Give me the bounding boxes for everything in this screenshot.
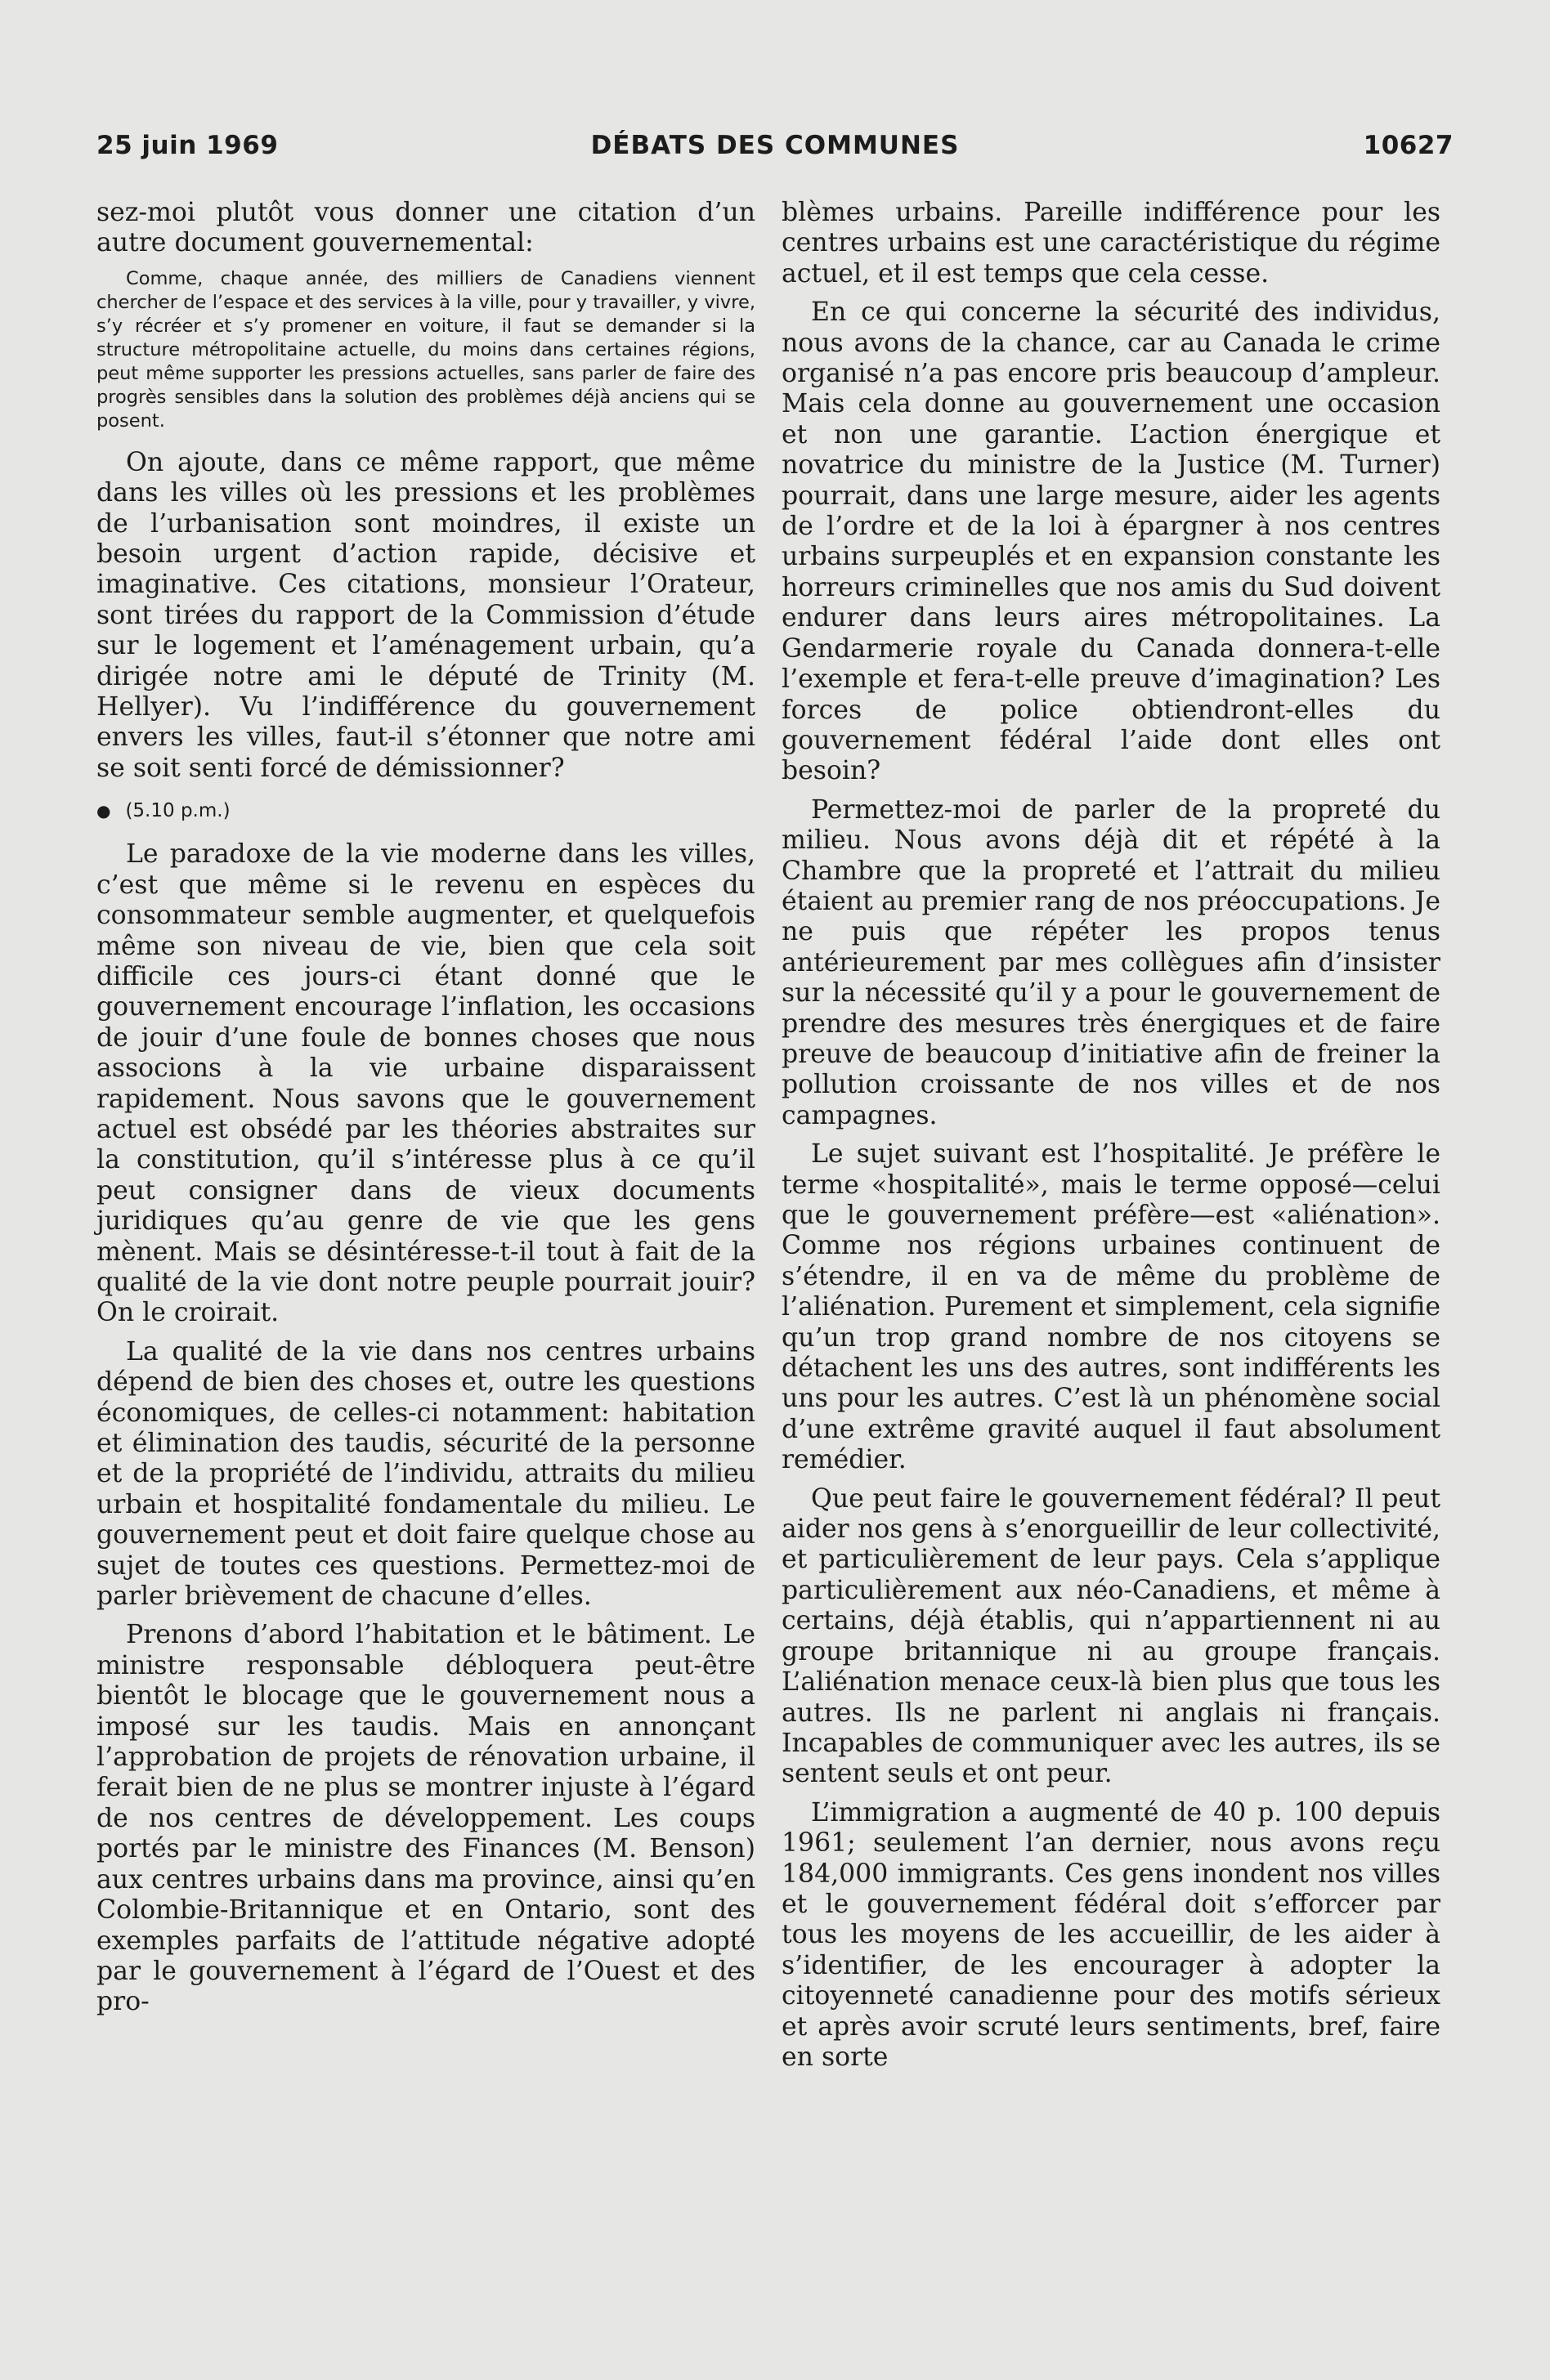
quote-text: Comme, chaque année, des milliers de Canadiens viennent chercher de l’espace et des services à la ville, pour y travailler, y vivre, s’y récréer et s’y promener en voiture, il faut se demander si la structure métropolitaine actuelle, du moins dans certaines régions, peut même supporter les pressions actuelles, sans parler de faire des progrès sensibles dans la solution des problèmes déjà anciens qui se posent. xyxy=(96,267,755,432)
publication-title: DÉBATS DES COMMUNES xyxy=(590,131,960,160)
paragraph: On ajoute, dans ce même rapport, que même dans les villes où les pressions et les problèmes de l’urbanisation sont moindres, il existe un besoin urgent d’action rapide, décisive et imaginative. Ces citations, monsieur l’Orateur, sont tirées du rapport de la Commission d’étude sur le logement et l’aménagement urbain, qu’a dirigée notre ami le député de Trinity (M. Hellyer). Vu l’indifférence du gouvernement envers les villes, faut-il s’étonner que notre ami se soit senti forcé de démissionner? xyxy=(96,447,755,783)
header-date: 25 juin 1969 xyxy=(96,131,279,160)
right-column xyxy=(782,198,1440,2073)
bullet-icon: ● xyxy=(96,801,111,821)
timestamp-text: (5.10 p.m.) xyxy=(125,800,231,822)
paragraph: blèmes urbains. Pareille indifférence pour les centres urbains est une caractéristique du régime actuel, et il est temps que cela cesse. xyxy=(782,198,1440,289)
paragraph: sez-moi plutôt vous donner une citation d’un autre document gouvernemental: xyxy=(96,198,755,258)
page-header xyxy=(96,131,1454,170)
paragraph: Le sujet suivant est l’hospitalité. Je préfère le terme «hospitalité», mais le terme opposé—celui que le gouvernement préfère—est «aliénation». Comme nos régions urbaines continuent de s’étendre, il en va de même du problème de l’aliénation. Purement et simplement, cela signifie qu’un trop grand nombre de nos citoyens se détachent les uns des autres, sont indifférents les uns pour les autres. C’est là un phénomène social d’une extrême gravité auquel il faut absolument remédier. xyxy=(782,1139,1440,1475)
paragraph: L’immigration a augmenté de 40 p. 100 depuis 1961; seulement l’an dernier, nous avons reçu 184,000 immigrants. Ces gens inondent nos villes et le gouvernement fédéral doit s’efforcer par tous les moyens de les accueillir, de les aider à s’identifier, de les encourager à adopter la citoyenneté canadienne pour des motifs sérieux et après avoir scruté leurs sentiments, bref, faire en sorte xyxy=(782,1797,1440,2072)
timestamp xyxy=(96,799,755,823)
paragraph: Prenons d’abord l’habitation et le bâtiment. Le ministre responsable débloquera peut-être bientôt le blocage que le gouvernement nous a imposé sur les taudis. Mais en annonçant l’approbation de projets de rénovation urbaine, il ferait bien de ne plus se montrer injuste à l’égard de nos centres de développement. Les coups portés par le ministre des Finances (M. Benson) aux centres urbains dans ma province, ainsi qu’en Colombie-Britannique et en Ontario, sont des exemples parfaits de l’attitude négative adopté par le gouvernement à l’égard de l’Ouest et des pro- xyxy=(96,1620,755,2017)
block-quote xyxy=(96,267,755,433)
left-column xyxy=(96,198,755,2018)
paragraph: La qualité de la vie dans nos centres urbains dépend de bien des choses et, outre les questions économiques, de celles-ci notamment: habitation et élimination des taudis, sécurité de la personne et de la propriété de l’individu, attraits du milieu urbain et hospitalité fondamentale du milieu. Le gouvernement peut et doit faire quelque chose au sujet de toutes ces questions. Permettez-moi de parler brièvement de chacune d’elles. xyxy=(96,1336,755,1612)
paragraph: En ce qui concerne la sécurité des individus, nous avons de la chance, car au Canada le crime organisé n’a pas encore pris beaucoup d’ampleur. Mais cela donne au gouvernement une occasion et non une garantie. L’action énergique et novatrice du ministre de la Justice (M. Turner) pourrait, dans une large mesure, aider les agents de l’ordre et de la loi à épargner à nos centres urbains surpeuplés et en expansion constante les horreurs criminelles que nos amis du Sud doivent endurer dans leurs aires métropolitaines. La Gendarmerie royale du Canada donnera-t-elle l’exemple et fera-t-elle preuve d’imagination? Les forces de police obtiendront-elles du gouvernement fédéral l’aide dont elles ont besoin? xyxy=(782,298,1440,786)
paragraph: Le paradoxe de la vie moderne dans les villes, c’est que même si le revenu en espèces du consommateur semble augmenter, et quelquefois même son niveau de vie, bien que cela soit difficile ces jours-ci étant donné que le gouvernement encourage l’inflation, les occasions de jouir d’une foule de bonnes choses que nous associons à la vie urbaine disparaissent rapidement. Nous savons que le gouvernement actuel est obsédé par les théories abstraites sur la constitution, qu’il s’intéresse plus à ce qu’il peut consigner dans de vieux documents juridiques qu’au genre de vie que les gens mènent. Mais se désintéresse-t-il tout à fait de la qualité de la vie dont notre peuple pourrait jouir? On le croirait. xyxy=(96,839,755,1328)
paragraph: Que peut faire le gouvernement fédéral? Il peut aider nos gens à s’enorgueillir de leur collectivité, et particulièrement de leur pays. Cela s’applique particulièrement aux néo-Canadiens, et même à certains, déjà établis, qui n’appartiennent ni au groupe britannique ni au groupe français. L’aliénation menace ceux-là bien plus que tous les autres. Ils ne parlent ni anglais ni français. Incapables de communiquer avec les autres, ils se sentent seuls et ont peur. xyxy=(782,1483,1440,1789)
paragraph: Permettez-moi de parler de la propreté du milieu. Nous avons déjà dit et répété à la Chambre que la propreté et l’attrait du milieu étaient au premier rang de nos préoccupations. Je ne puis que répéter les propos tenus antérieurement par mes collègues afin d’insister sur la nécessité qu’il y a pour le gouvernement de prendre des mesures très énergiques et de faire preuve de beaucoup d’initiative afin de freiner la pollution croissante de nos villes et de nos campagnes. xyxy=(782,794,1440,1130)
page-number: 10627 xyxy=(1363,131,1454,160)
